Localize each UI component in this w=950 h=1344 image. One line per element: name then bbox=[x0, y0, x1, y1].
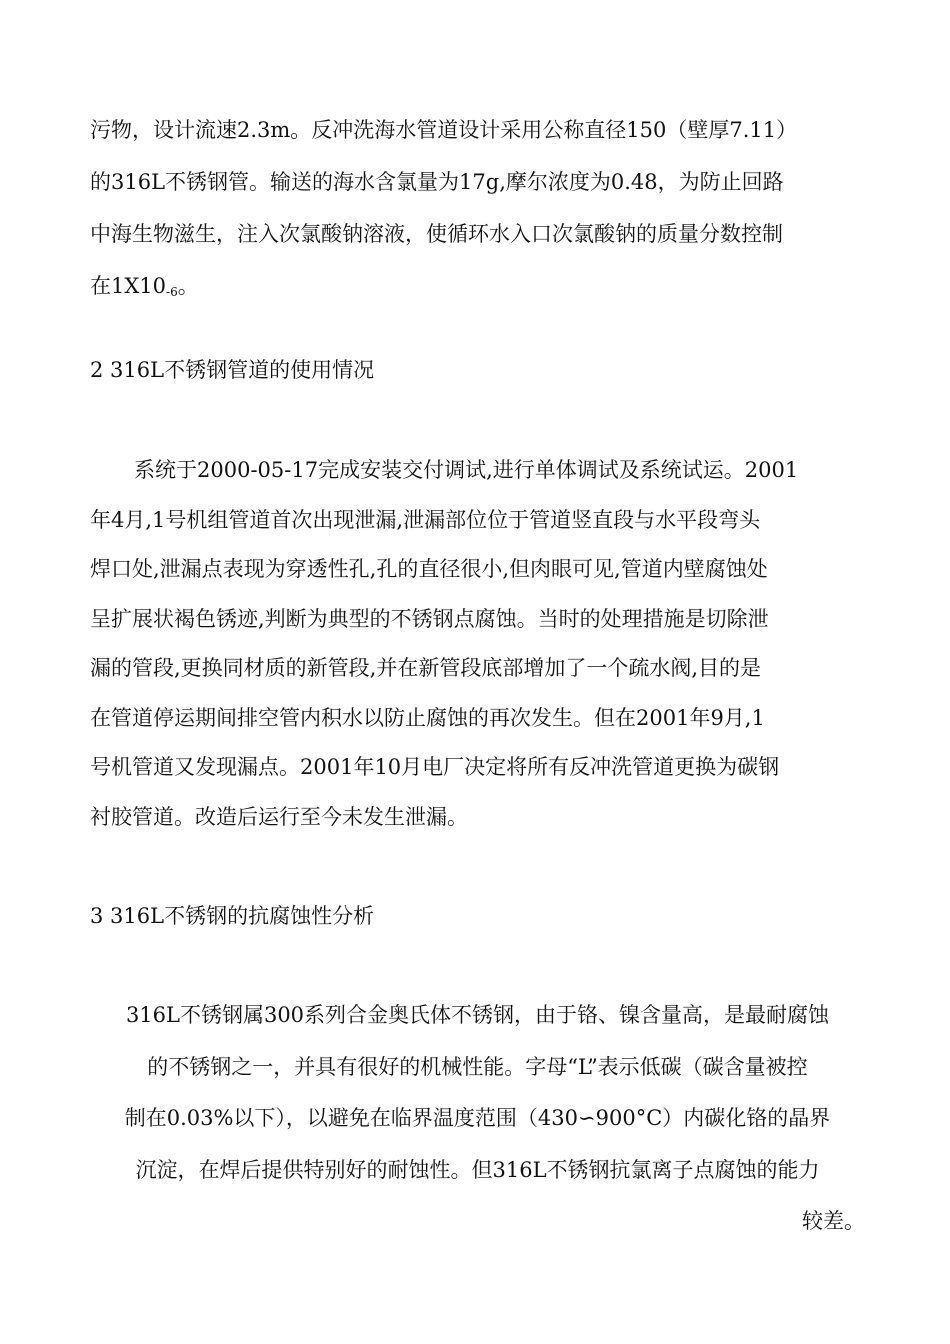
text-line: 在管道停运期间排空管内积水以防止腐蚀的再次发生。但在2001年9月,1 bbox=[90, 705, 765, 730]
text-line: 呈扩展状褐色锈迹,判断为典型的不锈钢点腐蚀。当时的处理措施是切除泄 bbox=[90, 606, 769, 631]
text-line: 的316L不锈钢管。输送的海水含氯量为17g,摩尔浓度为0.48，为防止回路 bbox=[90, 170, 784, 194]
subscript-exponent: -6 bbox=[166, 285, 178, 299]
text-line: 制在0.03%以下），以避免在临界温度范围（430∽900°C）内碳化铬的晶界 bbox=[124, 1106, 831, 1130]
text-line: 系统于2000-05-17完成安装交付调试,进行单体调试及系统试运。2001 bbox=[134, 458, 799, 482]
text-fragment: 。 bbox=[177, 274, 199, 298]
text-line bbox=[90, 260, 865, 318]
text-line: 焊口处,泄漏点表现为穿透性孔,孔的直径很小,但肉眼可见,管道内壁腐蚀处 bbox=[90, 557, 768, 581]
text-line: 中海生物滋生，注入次氯酸钠溶液，使循环水入口次氯酸钠的质量分数控制 bbox=[90, 222, 783, 246]
text-line: 漏的管段,更换同材质的新管段,并在新管段底部增加了一个疏水阀,目的是 bbox=[90, 656, 762, 680]
text-line: 较差。 bbox=[802, 1209, 865, 1233]
paragraph-usage bbox=[90, 446, 865, 842]
text-line: 污物，设计流速2.3m。反冲洗海水管道设计采用公称直径150（壁厚7.11） bbox=[90, 118, 798, 142]
paragraph-corrosion-analysis bbox=[90, 990, 865, 1248]
paragraph-flow-design bbox=[90, 104, 865, 318]
text-line: 年4月,1号机组管道首次出现泄漏,泄漏部位位于管道竖直段与水平段弯头 bbox=[90, 507, 761, 532]
section-heading-usage: 2 316L不锈钢管道的使用情况 bbox=[90, 358, 375, 382]
text-line: 316L不锈钢属300系列合金奥氏体不锈钢，由于铬、镍含量高，是最耐腐蚀 bbox=[125, 1003, 830, 1027]
text-fragment: 在1X10 bbox=[90, 274, 167, 298]
text-line: 衬胶管道。改造后运行至今未发生泄漏。 bbox=[90, 804, 468, 829]
text-line: 的不锈钢之一，并具有很好的机械性能。字母“L”表示低碳（碳含量被控 bbox=[147, 1054, 808, 1079]
text-line: 号机管道又发现漏点。2001年10月电厂决定将所有反冲洗管道更换为碳钢 bbox=[90, 755, 780, 779]
text-line: 沉淀，在焊后提供特别好的耐蚀性。但316L不锈钢抗氯离子点腐蚀的能力 bbox=[135, 1157, 820, 1182]
section-heading-corrosion-analysis: 3 316L不锈钢的抗腐蚀性分析 bbox=[90, 904, 375, 928]
